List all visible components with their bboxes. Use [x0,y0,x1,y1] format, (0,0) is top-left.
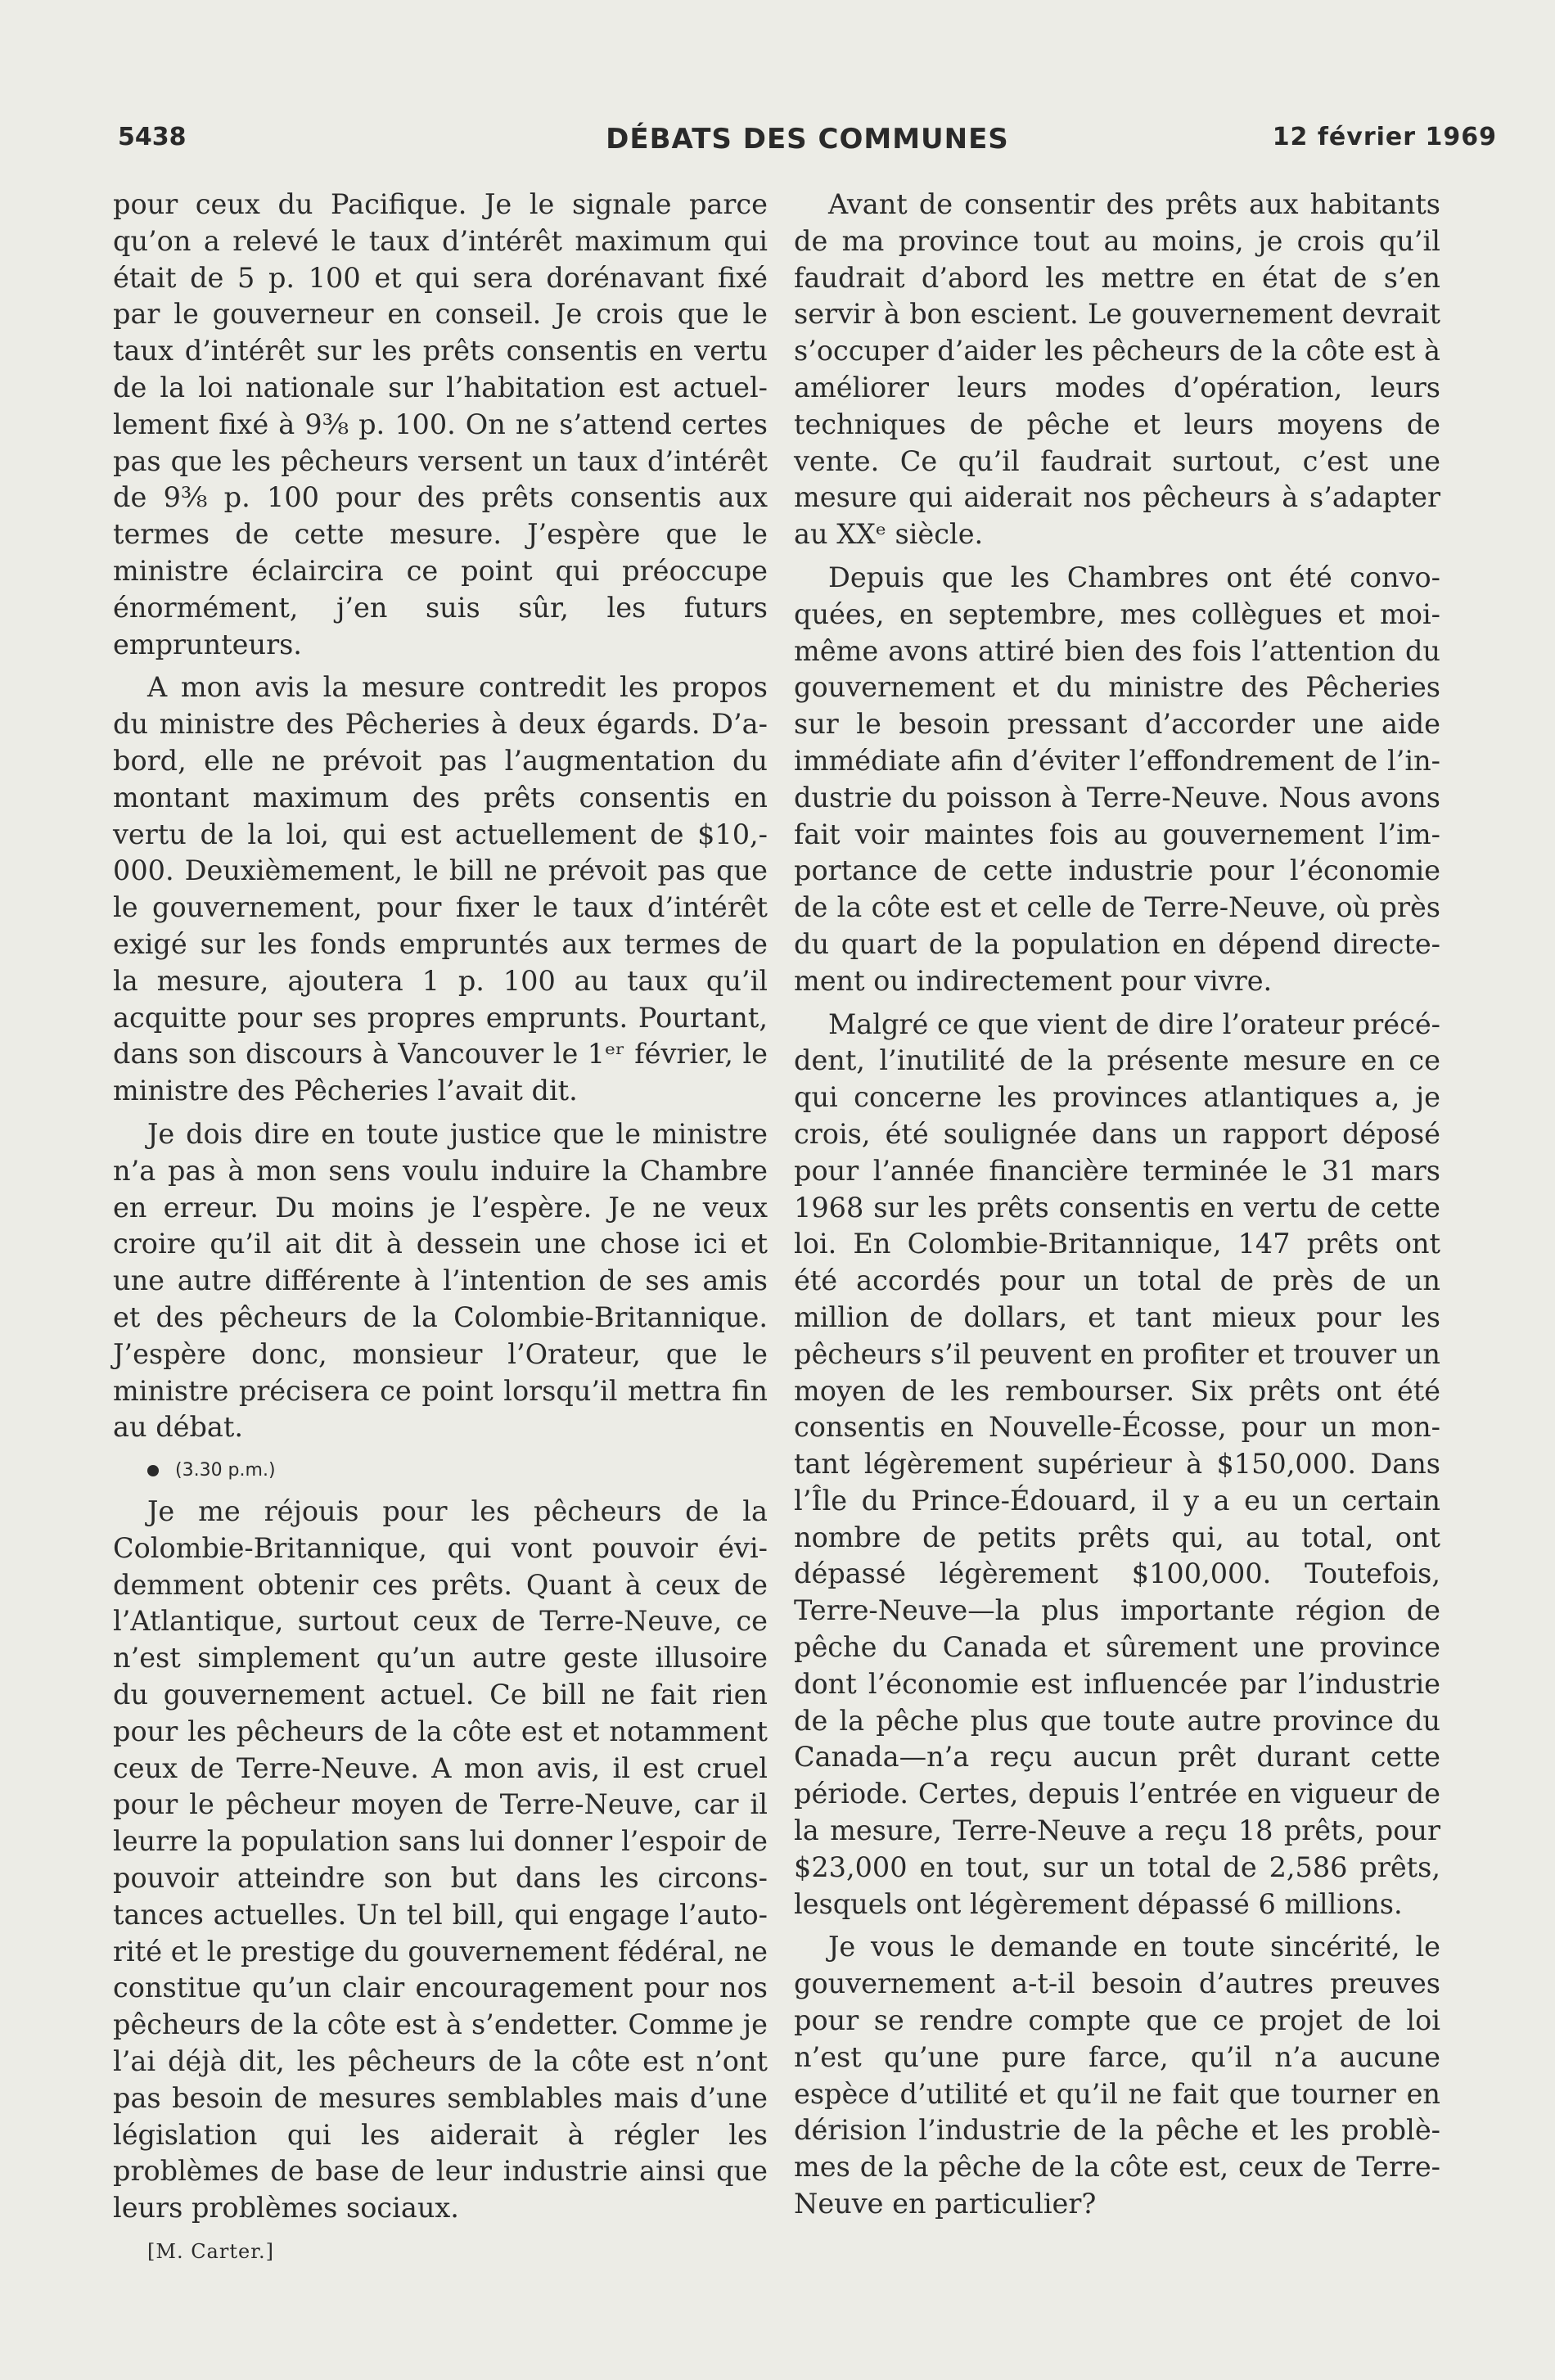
paragraph: Je vous le demande en toute sincérité, le gouvernement a-t-il besoin d’autres preuves pour se rendre compte que ce projet de loi n’est qu’une pure farce, qu’il n’a aucune espèce d’utilité et qu’il ne fait que tourner en dérision l’industrie de la pêche et les problèmes de la pêche de la côte est, ceux de Terre-Neuve en particulier? [794,1931,1440,2220]
page-header [118,123,1497,169]
paragraph: A mon avis la mesure contredit les propos du ministre des Pêcheries à deux égards. D’abord, elle ne prévoit pas l’augmentation du montant maximum des prêts consentis en vertu de la loi, qui est actuellement de $10,000. Deuxièmement, le bill ne prévoit pas que le gouvernement, pour fixer le taux d’intérêt exigé sur les fonds empruntés aux termes de la mesure, ajoutera 1 p. 100 au taux qu’il acquitte pour ses propres emprunts. Pourtant, dans son discours à Vancouver le 1ᵉʳ février, le ministre des Pêcheries l’avait dit. [113,671,768,1107]
speaker-attribution: [M. Carter.] [147,2240,275,2264]
paragraph: Je dois dire en toute justice que le ministre n’a pas à mon sens voulu induire la Chambre en erreur. Du moins je l’espère. Je ne veux croire qu’il ait dit à dessein une chose ici et une autre différente à l’intention de ses amis et des pêcheurs de la Colombie-Britannique. J’espère donc, monsieur l’Orateur, que le ministre précisera ce point lorsqu’il mettra fin au débat. [113,1117,768,1444]
left-column [113,187,768,2270]
page-date: 12 février 1969 [1272,123,1497,151]
paragraph: Avant de consentir des prêts aux habitants de ma province tout au moins, je crois qu’il faudrait d’abord les mettre en état de s’en servir à bon escient. Le gouvernement devrait s’occuper d’aider les pêcheurs de la côte est à améliorer leurs modes d’opération, leurs techniques de pêche et leurs moyens de vente. Ce qu’il faudrait surtout, c’est une mesure qui aiderait nos pêcheurs à s’adapter au XXᵉ siècle. [794,188,1440,551]
timestamp-text: (3.30 p.m.) [175,1460,276,1481]
paragraph: pour ceux du Pacifique. Je le signale parce qu’on a relevé le taux d’intérêt maximum qui était de 5 p. 100 et qui sera dorénavant fixé par le gouverneur en conseil. Je crois que le taux d’intérêt sur les prêts consentis en vertu de la loi nationale sur l’habitation est actuellement fixé à 9⅜ p. 100. On ne s’attend certes pas que les pêcheurs versent un taux d’intérêt de 9⅜ p. 100 pour des prêts consentis aux termes de cette mesure. J’espère que le ministre éclaircira ce point qui préoccupe énormément, j’en suis sûr, les futurs emprunteurs. [113,188,768,660]
paragraph: Je me réjouis pour les pêcheurs de la Colombie-Britannique, qui vont pouvoir évidemment obtenir ces prêts. Quant à ceux de l’Atlantique, surtout ceux de Terre-Neuve, ce n’est simplement qu’un autre geste illusoire du gouvernement actuel. Ce bill ne fait rien pour les pêcheurs de la côte est et notamment ceux de Terre-Neuve. A mon avis, il est cruel pour le pêcheur moyen de Terre-Neuve, car il leurre la population sans lui donner l’espoir de pouvoir atteindre son but dans les circonstances actuelles. Un tel bill, qui engage l’autorité et le prestige du gouvernement fédéral, ne constitue qu’un clair encouragement pour nos pêcheurs de la côte est à s’endetter. Comme je l’ai déjà dit, les pêcheurs de la côte est n’ont pas besoin de mesures semblables mais d’une législation qui les aiderait à régler les problèmes de base de leur industrie ainsi que leurs problèmes sociaux. [113,1495,768,2224]
bullet-icon [147,1465,159,1476]
paragraph: Depuis que les Chambres ont été convoquées, en septembre, mes collègues et moi-même avons attiré bien des fois l’attention du gouvernement et du ministre des Pêcheries sur le besoin pressant d’accorder une aide immédiate afin d’éviter l’effondrement de l’industrie du poisson à Terre-Neuve. Nous avons fait voir maintes fois au gouvernement l’importance de cette industrie pour l’économie de la côte est et celle de Terre-Neuve, où près du quart de la population en dépend directement ou indirectement pour vivre. [794,561,1440,997]
right-column [794,187,1440,2229]
paragraph: Malgré ce que vient de dire l’orateur précédent, l’inutilité de la présente mesure en ce qui concerne les provinces atlantiques a, je crois, été soulignée dans un rapport déposé pour l’année financière terminée le 31 mars 1968 sur les prêts consentis en vertu de cette loi. En Colombie-Britannique, 147 prêts ont été accordés pour un total de près de un million de dollars, et tant mieux pour les pêcheurs s’il peuvent en profiter et trouver un moyen de les rembourser. Six prêts ont été consentis en Nouvelle-Écosse, pour un montant légèrement supérieur à $150,000. Dans l’Île du Prince-Édouard, il y a eu un certain nombre de petits prêts qui, au total, ont dépassé légèrement $100,000. Toutefois, Terre-Neuve—la plus importante région de pêche du Canada et sûrement une province dont l’économie est influencée par l’industrie de la pêche plus que toute autre province du Canada—n’a reçu aucun prêt durant cette période. Certes, depuis l’entrée en vigueur de la mesure, Terre-Neuve a reçu 18 prêts, pour $23,000 en tout, sur un total de 2,586 prêts, lesquels ont légèrement dépassé 6 millions. [794,1007,1440,1920]
timestamp [147,1453,768,1489]
page-number: 5438 [118,123,187,151]
publication-title: DÉBATS DES COMMUNES [606,123,1009,156]
